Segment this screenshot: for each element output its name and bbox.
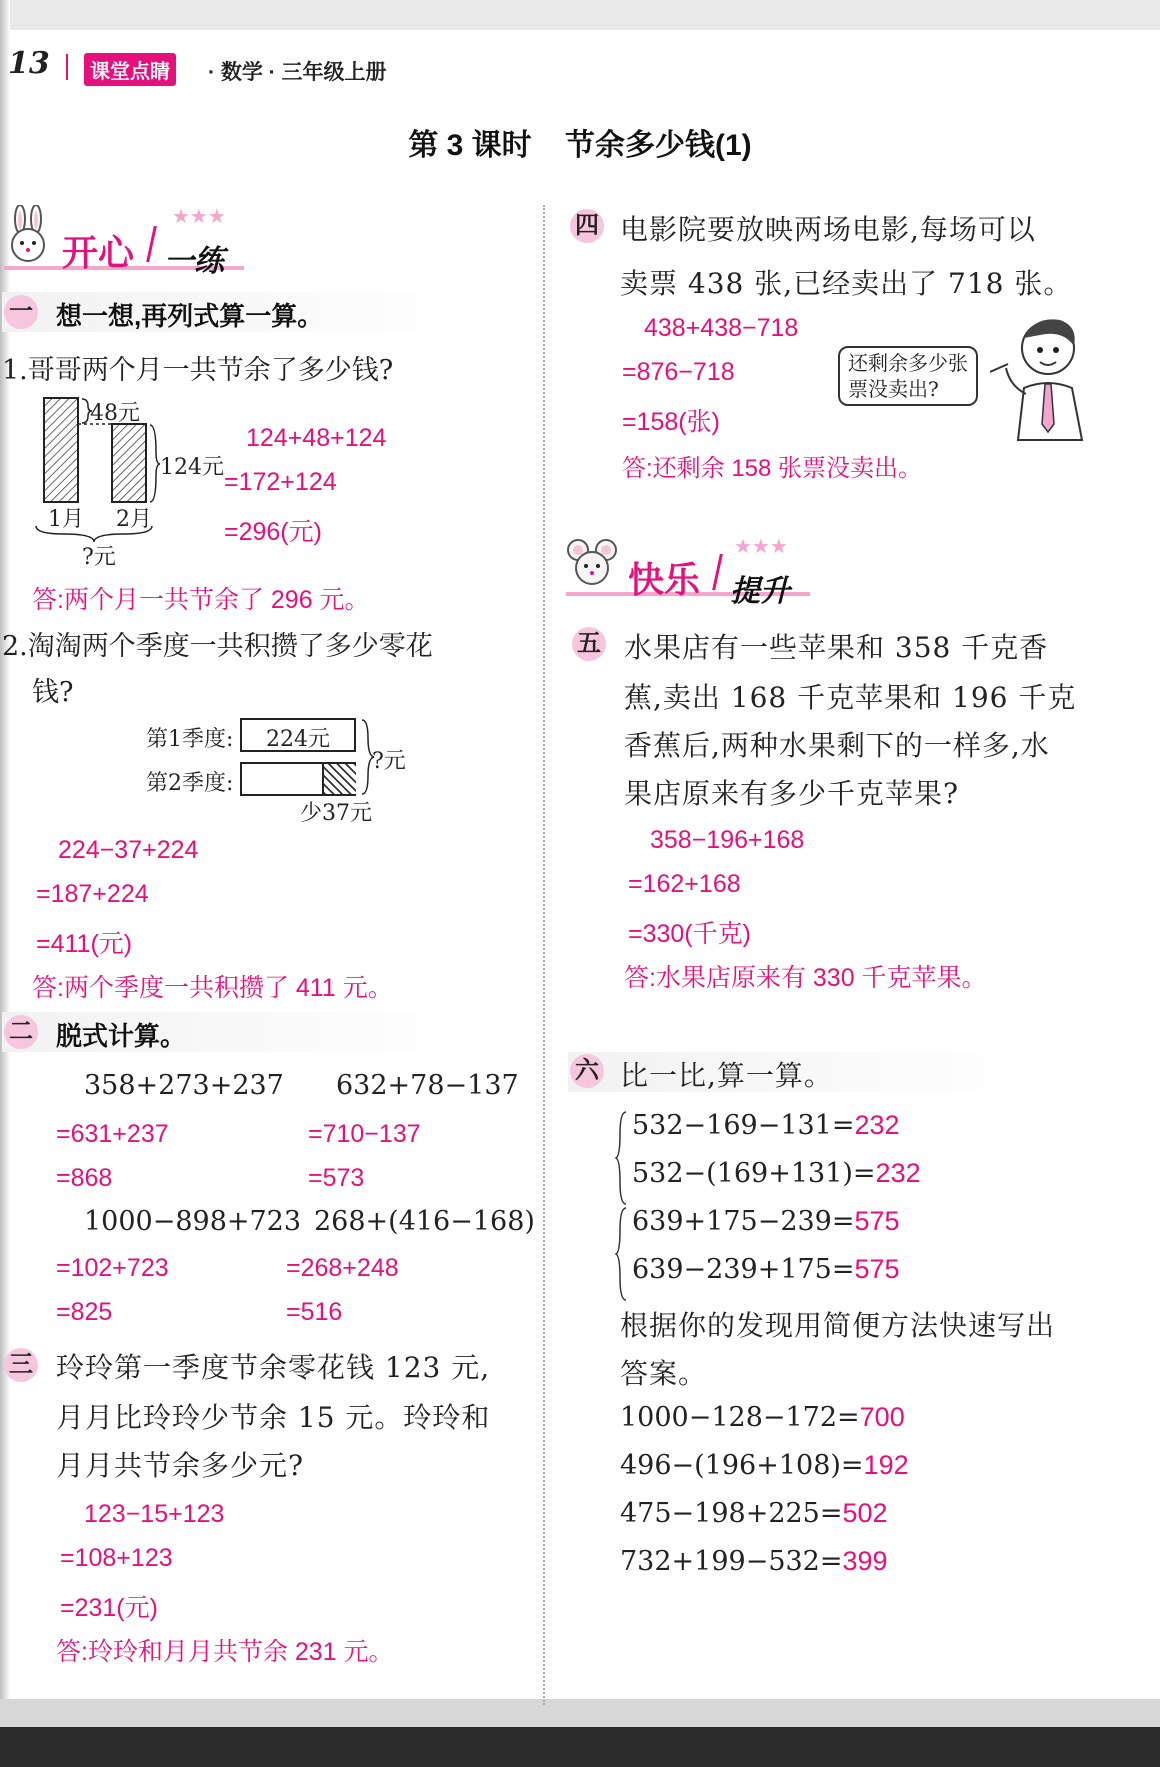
season-1-label: 第1季度: bbox=[146, 727, 234, 752]
quick-expr: 496−(196+108)= bbox=[620, 1450, 864, 1481]
section-5-text: 水果店有一些苹果和 358 千克香 bbox=[624, 631, 1049, 664]
section-1-number: 一 bbox=[4, 295, 38, 329]
diagram-total: ?元 bbox=[82, 545, 116, 570]
brand-slash bbox=[146, 226, 157, 262]
diagram-124-yuan: 124元 bbox=[160, 455, 224, 480]
quick-expr: 475−198+225= bbox=[620, 1498, 843, 1529]
calc-step: =825 bbox=[56, 1298, 113, 1326]
section-3-text: 玲玲第一季度节余零花钱 123 元, bbox=[56, 1351, 491, 1384]
compare-answer: 575 bbox=[854, 1206, 900, 1236]
compare-row bbox=[632, 1110, 900, 1141]
season-less-37: 少37元 bbox=[300, 801, 372, 826]
q2-calc-line: =187+224 bbox=[36, 880, 149, 908]
section-1-title: 想一想,再列式算一算。 bbox=[56, 301, 324, 331]
calc-step: =631+237 bbox=[56, 1120, 169, 1148]
speech-bubble-line: 票没卖出? bbox=[848, 377, 939, 401]
calc-step: =710−137 bbox=[308, 1120, 421, 1148]
compare-answer: 232 bbox=[875, 1158, 921, 1188]
quick-expr: 732+199−532= bbox=[620, 1546, 843, 1577]
brand-kaixin: 开心 bbox=[62, 232, 135, 273]
brand-tisheng: 提升 bbox=[730, 575, 790, 608]
page-number: 13 bbox=[8, 46, 50, 81]
section-2-number: 二 bbox=[4, 1015, 38, 1049]
section-6-instruction: 根据你的发现用简便方法快速写出 bbox=[620, 1309, 1056, 1342]
q2-calc-line: 224−37+224 bbox=[58, 836, 199, 864]
compare-row bbox=[632, 1206, 900, 1237]
s4-calc-line: =158(张) bbox=[622, 408, 720, 436]
compare-row bbox=[632, 1158, 921, 1189]
quick-row bbox=[620, 1498, 888, 1529]
calc-problem-3: 1000−898+723 bbox=[84, 1206, 302, 1237]
question-2-text: 2.淘淘两个季度一共积攒了多少零花 bbox=[2, 631, 433, 662]
boy-teacher-illustration bbox=[990, 312, 1100, 442]
compare-answer: 232 bbox=[854, 1110, 900, 1140]
section-3-text: 月月比玲玲少节余 15 元。玲玲和 bbox=[56, 1401, 491, 1434]
page-top-margin bbox=[0, 0, 1160, 30]
diagram-month-1: 1月 bbox=[48, 507, 84, 532]
s4-answer: 答:还剩余 158 张票没卖出。 bbox=[622, 455, 923, 482]
quick-answer: 192 bbox=[863, 1450, 909, 1480]
section-6-number: 六 bbox=[570, 1054, 604, 1088]
q1-calc-line: =296(元) bbox=[224, 518, 322, 546]
q1-calc-line: 124+48+124 bbox=[246, 424, 387, 452]
calc-step: =268+248 bbox=[286, 1254, 399, 1282]
q1-answer: 答:两个月一共节余了 296 元。 bbox=[32, 586, 370, 614]
pair-1-brace bbox=[614, 1110, 628, 1206]
quick-answer: 700 bbox=[859, 1402, 905, 1432]
quick-row bbox=[620, 1402, 905, 1433]
diagram-month-2: 2月 bbox=[116, 507, 152, 532]
section-4-text: 卖票 438 张,已经卖出了 718 张。 bbox=[620, 267, 1073, 300]
calc-step: =516 bbox=[286, 1298, 343, 1326]
s4-calc-line: 438+438−718 bbox=[644, 314, 799, 342]
question-1-text: 1.哥哥两个月一共节余了多少钱? bbox=[2, 355, 394, 386]
section-3-number: 三 bbox=[4, 1348, 38, 1382]
section-5-text: 香蕉后,两种水果剩下的一样多,水 bbox=[624, 729, 1050, 762]
section-5-number: 五 bbox=[572, 627, 606, 661]
rabbit-mascot-icon bbox=[4, 205, 52, 269]
season-2-less-segment bbox=[322, 764, 356, 794]
section-2-title: 脱式计算。 bbox=[56, 1021, 187, 1051]
compare-answer: 575 bbox=[854, 1254, 900, 1284]
season-1-value: 224元 bbox=[266, 727, 330, 752]
mouse-mascot-icon bbox=[566, 536, 618, 592]
diagram-48-yuan: 48元 bbox=[90, 401, 140, 426]
subject-label: · 数学 · 三年级上册 bbox=[208, 61, 387, 84]
s5-calc-line: =330(千克) bbox=[628, 920, 751, 948]
speech-bubble-line: 还剩余多少张 bbox=[848, 351, 968, 375]
brand-kuaile: 快乐 bbox=[628, 559, 701, 600]
brand-stars: ★★★ bbox=[172, 204, 226, 228]
calc-problem-1: 358+273+237 bbox=[84, 1070, 284, 1101]
calc-step: =573 bbox=[308, 1164, 365, 1192]
calc-problem-4: 268+(416−168) bbox=[314, 1206, 535, 1237]
quick-row bbox=[620, 1450, 909, 1481]
s5-answer: 答:水果店原来有 330 千克苹果。 bbox=[624, 964, 987, 992]
compare-expr: 639+175−239= bbox=[632, 1206, 855, 1237]
quick-answer: 502 bbox=[842, 1498, 888, 1528]
question-2-text-cont: 钱? bbox=[32, 677, 74, 708]
quick-answer: 399 bbox=[842, 1546, 888, 1576]
screen-bottom-bar bbox=[0, 1727, 1160, 1767]
season-total: ?元 bbox=[372, 749, 406, 774]
section-6-instruction: 答案。 bbox=[620, 1357, 708, 1390]
section-4-number: 四 bbox=[570, 209, 604, 243]
speech-bubble bbox=[838, 346, 978, 406]
season-2-label: 第2季度: bbox=[146, 771, 234, 796]
q2-answer: 答:两个季度一共积攒了 411 元。 bbox=[32, 974, 393, 1002]
s4-calc-line: =876−718 bbox=[622, 358, 735, 386]
section-5-text: 蕉,卖出 168 千克苹果和 196 千克 bbox=[624, 681, 1077, 714]
s3-calc-line: 123−15+123 bbox=[84, 1500, 225, 1528]
brand-stars-right: ★★★ bbox=[734, 534, 788, 558]
section-3-text: 月月共节余多少元? bbox=[56, 1449, 305, 1482]
s3-answer: 答:玲玲和月月共节余 231 元。 bbox=[56, 1638, 394, 1666]
compare-expr: 532−169−131= bbox=[632, 1110, 855, 1141]
section-5-text: 果店原来有多少千克苹果? bbox=[624, 777, 960, 810]
quick-row bbox=[620, 1546, 888, 1577]
s3-calc-line: =231(元) bbox=[60, 1594, 158, 1622]
calc-problem-2: 632+78−137 bbox=[336, 1070, 519, 1101]
brand-yilian: 一练 bbox=[164, 245, 224, 278]
q2-calc-line: =411(元) bbox=[36, 930, 133, 958]
header-separator bbox=[66, 54, 68, 80]
pair-2-brace bbox=[614, 1206, 628, 1302]
calc-step: =868 bbox=[56, 1164, 113, 1192]
page-bottom-margin bbox=[0, 1699, 1160, 1727]
q1-calc-line: =172+124 bbox=[224, 468, 337, 496]
s5-calc-line: 358−196+168 bbox=[650, 826, 805, 854]
compare-expr: 639−239+175= bbox=[632, 1254, 855, 1285]
brand-slash-right bbox=[712, 554, 723, 590]
series-badge: 课堂点睛 bbox=[84, 53, 176, 86]
lesson-title: 第 3 课时 节余多少钱(1) bbox=[408, 129, 752, 162]
s3-calc-line: =108+123 bbox=[60, 1544, 173, 1572]
compare-row bbox=[632, 1254, 900, 1285]
section-4-text: 电影院要放映两场电影,每场可以 bbox=[620, 213, 1036, 246]
s5-calc-line: =162+168 bbox=[628, 870, 741, 898]
quick-expr: 1000−128−172= bbox=[620, 1402, 860, 1433]
calc-step: =102+723 bbox=[56, 1254, 169, 1282]
column-divider bbox=[543, 205, 545, 1705]
compare-expr: 532−(169+131)= bbox=[632, 1158, 876, 1189]
section-6-title: 比一比,算一算。 bbox=[620, 1059, 833, 1092]
